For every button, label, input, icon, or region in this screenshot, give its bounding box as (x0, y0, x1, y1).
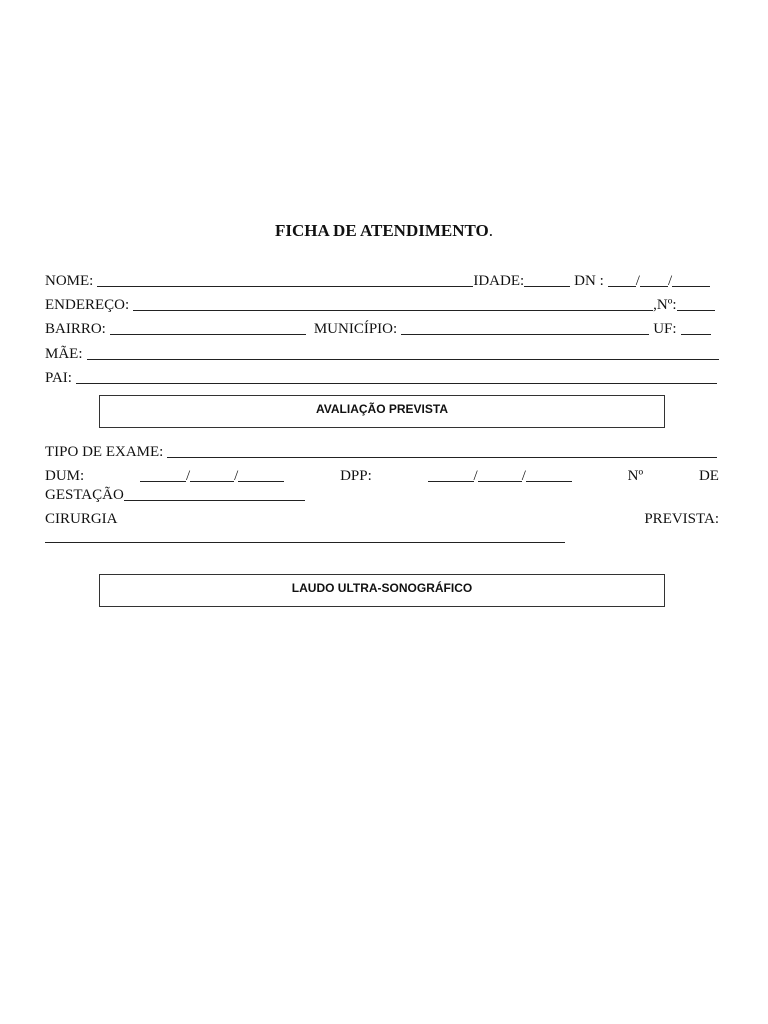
row-tipo-exame (45, 441, 717, 461)
gestacao-label: GESTAÇÃO (45, 487, 124, 503)
numero-field[interactable] (677, 309, 715, 311)
row-endereco (45, 294, 719, 314)
dn-slash-1: / (635, 273, 640, 289)
dpp-month-field[interactable] (478, 480, 522, 482)
dpp-date (428, 467, 572, 485)
dn-year-field[interactable] (672, 285, 710, 287)
pai-label: PAI: (45, 370, 72, 386)
municipio-field[interactable] (401, 333, 649, 335)
tipo-exame-field[interactable] (167, 456, 717, 458)
municipio-label: MUNICÍPIO: (313, 321, 398, 337)
dn-label: DN : (574, 273, 604, 289)
form-title (0, 221, 768, 241)
laudo-heading: LAUDO ULTRA-SONOGRÁFICO (291, 581, 473, 595)
bairro-label: BAIRRO: (45, 321, 106, 337)
row-cirurgia (45, 508, 719, 528)
numero-label: ,Nº: (653, 297, 677, 313)
uf-field[interactable] (681, 333, 711, 335)
row-nome (45, 270, 719, 290)
dpp-slash-2: / (521, 468, 526, 484)
dn-month-field[interactable] (640, 285, 668, 287)
row-pai (45, 367, 717, 387)
cirurgia-field[interactable] (45, 542, 565, 543)
mae-field[interactable] (87, 358, 720, 360)
dum-slash-1: / (185, 468, 191, 484)
dpp-year-field[interactable] (526, 480, 572, 482)
de-label: DE (698, 468, 719, 484)
dum-slash-2: / (234, 468, 239, 484)
gestacao-field[interactable] (124, 499, 305, 501)
dpp-slash-1: / (473, 468, 478, 484)
pai-field[interactable] (76, 382, 717, 384)
avaliacao-prevista-heading: AVALIAÇÃO PREVISTA (315, 402, 448, 416)
form-title-text: FICHA DE ATENDIMENTO (274, 221, 489, 240)
row-dum-dpp (45, 465, 719, 485)
endereco-field[interactable] (133, 309, 653, 311)
n-label: Nº (627, 468, 644, 484)
dpp-day-field[interactable] (428, 480, 474, 482)
nome-label: NOME: (45, 273, 94, 289)
dpp-label: DPP: (340, 468, 372, 484)
nome-field[interactable] (97, 285, 473, 287)
mae-label: MÃE: (45, 346, 83, 362)
section-laudo-ultrassonografico (99, 574, 665, 607)
endereco-label: ENDEREÇO: (45, 297, 130, 313)
form-title-suffix: . (488, 221, 494, 240)
section-avaliacao-prevista (99, 395, 665, 428)
cirurgia-label: CIRURGIA (45, 511, 118, 527)
dum-year-field[interactable] (238, 480, 284, 482)
idade-label: IDADE: (473, 273, 525, 289)
dum-date (140, 467, 284, 485)
dum-month-field[interactable] (190, 480, 234, 482)
row-gestacao (45, 484, 345, 504)
dn-slash-2: / (667, 273, 673, 289)
prevista-label: PREVISTA: (644, 511, 719, 527)
tipo-exame-label: TIPO DE EXAME: (45, 444, 164, 460)
row-bairro (45, 318, 719, 338)
uf-label: UF: (653, 321, 677, 337)
bairro-field[interactable] (110, 333, 306, 335)
dum-label: DUM: (45, 468, 85, 484)
row-mae (45, 343, 719, 363)
dn-day-field[interactable] (608, 285, 636, 287)
dum-day-field[interactable] (140, 480, 186, 482)
idade-field[interactable] (524, 285, 570, 287)
